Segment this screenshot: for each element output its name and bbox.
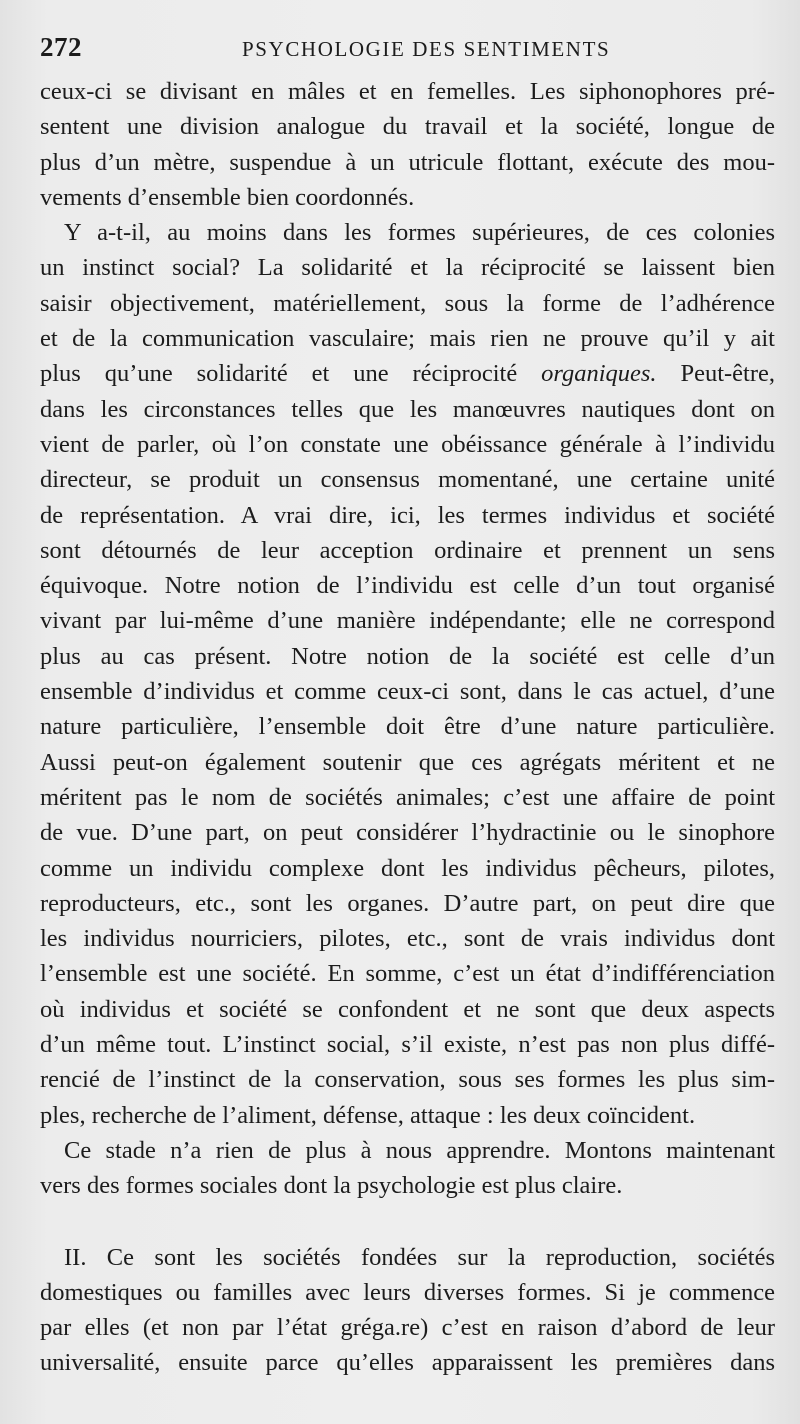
italic-word: organiques. — [541, 360, 657, 388]
text-line: de représentation. A vrai dire, ici, les termes individus et société — [40, 501, 775, 529]
text-line: ceux-ci se divisant en mâles et en femelles. Les siphonophores pré- — [40, 78, 775, 105]
paragraph-1 — [40, 74, 775, 215]
text-line: vivant par lui-même d’une manière indépendante; elle ne correspond — [40, 607, 775, 635]
text-line: Aussi peut-on également soutenir que ces agrégats méritent et ne — [40, 748, 775, 776]
text-line: directeur, se produit un consensus momentané, une certaine unité — [40, 466, 775, 494]
text-line: universalité, ensuite parce qu’elles apparaissent les premières dans — [40, 1349, 775, 1377]
text-line: équivoque. Notre notion de l’individu est celle d’un tout organisé — [40, 572, 775, 600]
text-segment: Peut-être, — [656, 360, 775, 388]
page-header — [40, 30, 775, 70]
body-text — [40, 74, 775, 1381]
text-line: dans les circonstances telles que les manœuvres nautiques dont on — [40, 395, 775, 423]
text-line: comme un individu complexe dont les individus pêcheurs, pilotes, — [40, 854, 775, 882]
text-line: plus au cas présent. Notre notion de la société est celle d’un — [40, 642, 775, 670]
section-gap — [40, 1204, 775, 1240]
text-line: ensemble d’individus et comme ceux-ci sont, dans le cas actuel, d’une — [40, 678, 775, 706]
text-line: ples, recherche de l’aliment, défense, attaque : les deux coïncident. — [40, 1101, 696, 1129]
text-line: reproducteurs, etc., sont les organes. D’autre part, on peut dire que — [40, 889, 775, 917]
paragraph-3 — [40, 1133, 775, 1204]
text-line-with-italic — [40, 356, 775, 391]
text-line: où individus et société se confondent et ne sont que deux aspects — [40, 995, 775, 1023]
text-line: par elles (et non par l’état gréga.re) c’est en raison d’abord de leur — [40, 1314, 775, 1342]
text-line: sentent une division analogue du travail et la société, longue de — [40, 113, 775, 141]
text-line: Ce stade n’a rien de plus à nous apprendre. Montons maintenant — [64, 1136, 775, 1164]
text-line: Y a-t-il, au moins dans les formes supérieures, de ces colonies — [64, 219, 775, 247]
text-line: vient de parler, où l’on constate une obéissance générale à l’individu — [40, 430, 775, 458]
text-line: rencié de l’instinct de la conservation, sous ses formes les plus sim- — [40, 1066, 775, 1094]
text-line: d’un même tout. L’instinct social, s’il existe, n’est pas non plus diffé- — [40, 1031, 775, 1059]
text-line: II. Ce sont les sociétés fondées sur la reproduction, sociétés — [64, 1243, 775, 1271]
text-line: sont détournés de leur acception ordinaire et prennent un sens — [40, 536, 775, 564]
text-line: un instinct social? La solidarité et la réciprocité se laissent bien — [40, 254, 775, 282]
paragraph-2 — [40, 215, 775, 1133]
text-line: les individus nourriciers, pilotes, etc., sont de vrais individus dont — [40, 925, 775, 953]
text-line: plus d’un mètre, suspendue à un utricule flottant, exécute des mou- — [40, 148, 775, 176]
text-line: vements d’ensemble bien coordonnés. — [40, 183, 415, 211]
text-line: saisir objectivement, matériellement, sous la forme de l’adhérence — [40, 289, 775, 317]
text-line: et de la communication vasculaire; mais rien ne prouve qu’il y ait — [40, 325, 775, 353]
text-line: l’ensemble est une société. En somme, c’est un état d’indifférenciation — [40, 960, 775, 988]
text-line: nature particulière, l’ensemble doit être d’une nature particulière. — [40, 713, 775, 741]
text-line: de vue. D’une part, on peut considérer l’hydractinie ou le sinophore — [40, 819, 775, 847]
page-number: 272 — [40, 32, 82, 62]
text-segment: plus qu’une solidarité et une réciprocité — [40, 360, 542, 388]
text-line: vers des formes sociales dont la psychologie est plus claire. — [40, 1172, 623, 1200]
paragraph-4 — [40, 1240, 775, 1381]
running-title: PSYCHOLOGIE DES SENTIMENTS — [242, 37, 611, 61]
text-line: domestiques ou familles avec leurs diverses formes. Si je commence — [40, 1278, 775, 1306]
text-line: méritent pas le nom de sociétés animales; c’est une affaire de point — [40, 783, 775, 811]
